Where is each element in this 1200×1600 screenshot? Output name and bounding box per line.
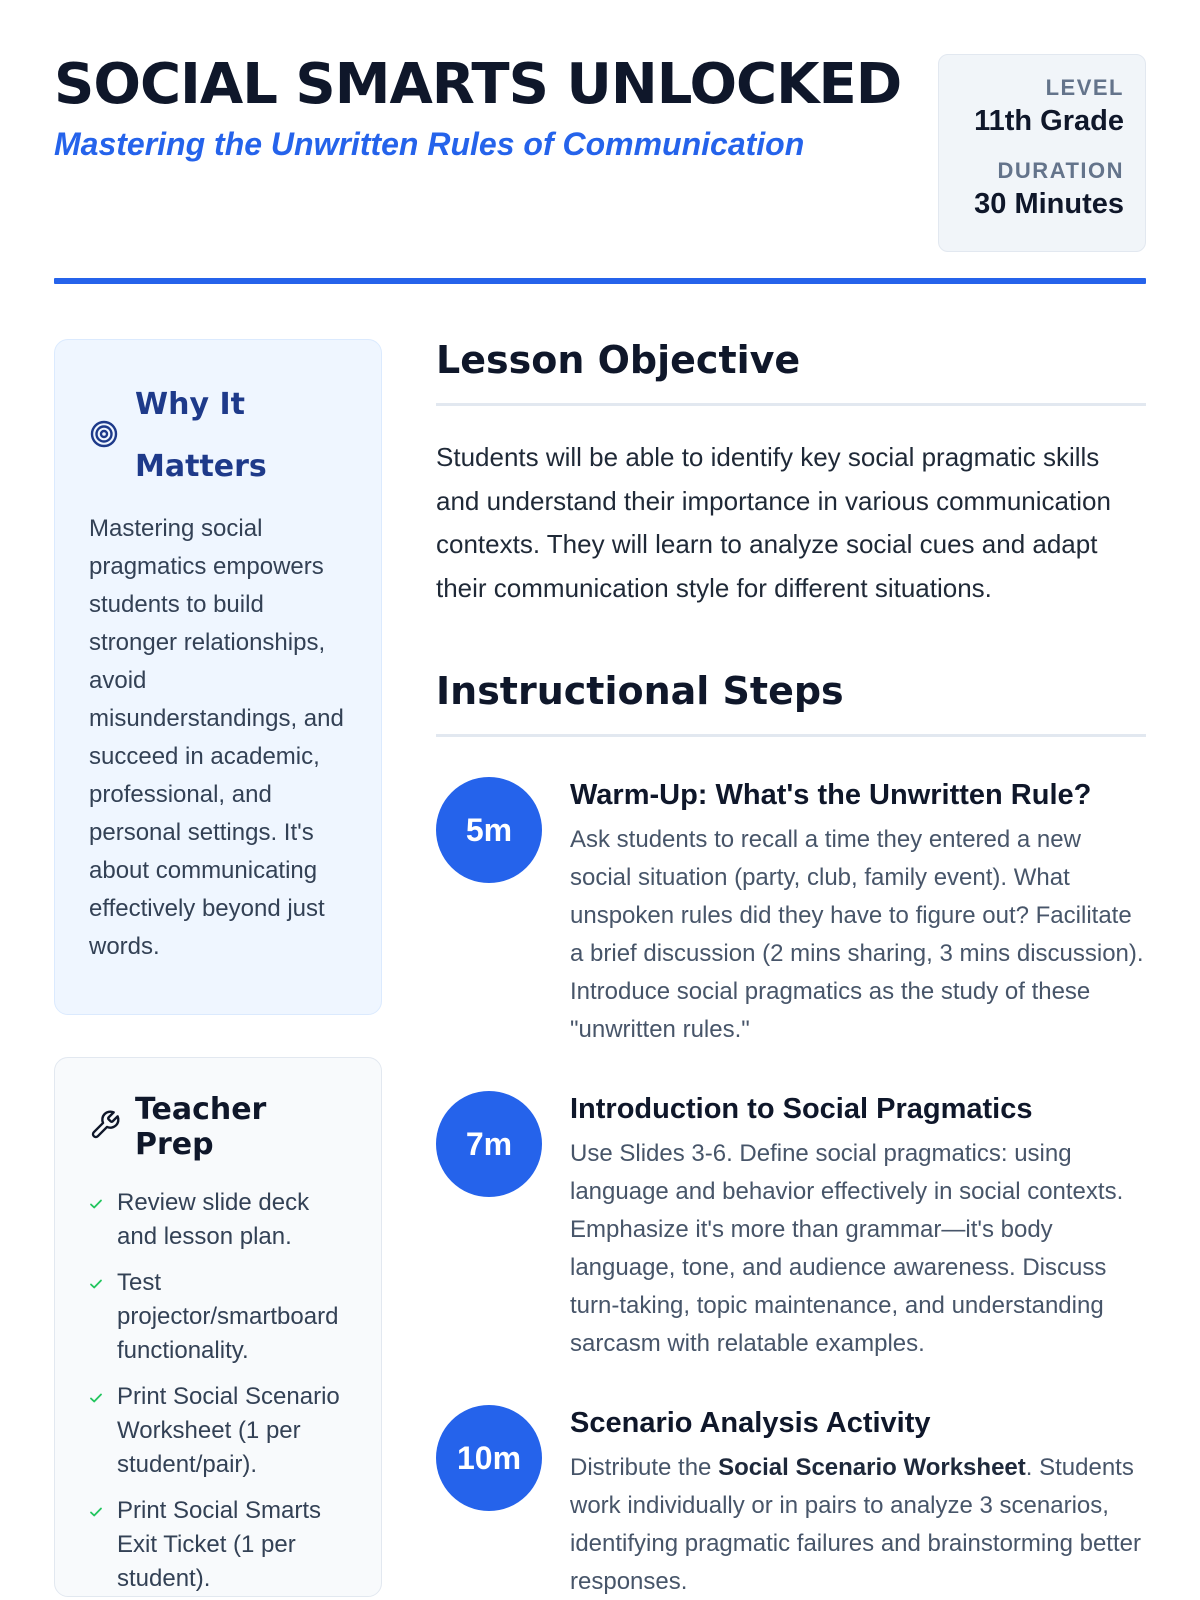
step-item [436, 777, 1146, 1049]
prep-item [89, 1186, 347, 1254]
objective-divider [436, 403, 1146, 406]
prep-item-text: Review slide deck and lesson plan. [117, 1189, 310, 1250]
step-title: Warm-Up: What's the Unwritten Rule? [570, 779, 1092, 811]
page-subtitle: Mastering the Unwritten Rules of Communication [54, 126, 805, 162]
prep-item [89, 1380, 347, 1482]
check-icon [89, 1506, 103, 1518]
prep-item [89, 1494, 347, 1596]
why-card-text: Mastering social pragmatics empowers students to build stronger relationships, avoid misunderstandings, and succeed in academic, professional, and personal settings. It's about communicating effectively beyond just words. [89, 515, 344, 960]
duration-value: 30 Minutes [974, 188, 1124, 220]
step-item [436, 1405, 1146, 1600]
worksheet-name: Social Scenario Worksheet [718, 1454, 1026, 1481]
main-content [436, 339, 1146, 1600]
prep-item-text: Print Social Scenario Worksheet (1 per student/pair). [117, 1383, 340, 1478]
teacher-prep-card [54, 1057, 382, 1597]
target-icon [89, 419, 119, 454]
step-description: Use Slides 3-6. Define social pragmatics: using language and behavior effectively in social contexts. Emphasize it's more than grammar—it's body language, tone, and audience awareness. Discuss turn-taking, topic maintenance, and understanding sarcasm with relatable examples. [570, 1140, 1124, 1357]
lesson-meta-box [938, 54, 1146, 252]
step-time-badge: 10m [436, 1405, 542, 1511]
steps-divider [436, 734, 1146, 737]
duration-label: DURATION [997, 158, 1124, 183]
step-description [570, 1449, 1146, 1600]
steps-heading: Instructional Steps [436, 669, 844, 713]
why-card-header [89, 374, 347, 498]
content-body [54, 285, 1146, 1600]
step-title: Scenario Analysis Activity [570, 1407, 931, 1439]
why-it-matters-card [54, 339, 382, 1015]
step-item [436, 1091, 1146, 1363]
check-icon [89, 1198, 103, 1210]
header [54, 0, 1146, 285]
wrench-icon [89, 1109, 121, 1146]
page-title: SOCIAL SMARTS UNLOCKED [54, 52, 902, 117]
prep-card-title: Teacher Prep [135, 1092, 267, 1162]
level-value: 11th Grade [974, 105, 1124, 137]
objective-heading: Lesson Objective [436, 338, 801, 382]
step-description: Ask students to recall a time they entered a new social situation (party, club, family event). What unspoken rules did they have to figure out? Facilitate a brief discussion (2 mins sharing, 3 mins discussion). Introduce social pragmatics as the study of these "unwritten rules." [570, 826, 1144, 1043]
prep-checklist [89, 1186, 347, 1596]
prep-card-header [89, 1092, 347, 1162]
check-icon [89, 1278, 103, 1290]
prep-item-text: Print Social Smarts Exit Ticket (1 per student). [117, 1497, 322, 1592]
objective-text: Students will be able to identify key social pragmatic skills and understand their importance in various communication contexts. They will learn to analyze social cues and adapt their communication style for different situations. [436, 442, 1111, 603]
header-divider [54, 278, 1146, 284]
sidebar [54, 339, 382, 1597]
instructional-steps [436, 777, 1146, 1600]
prep-item-text: Test projector/smartboard functionality. [117, 1269, 339, 1364]
step-desc-text: Distribute the [570, 1454, 719, 1481]
step-desc-text: . Students work individually or in pairs to analyze 3 scenarios, identifying pragmatic failures and brainstorming better responses. [570, 1454, 1141, 1595]
level-label: LEVEL [1045, 75, 1124, 100]
step-time-badge: 7m [436, 1091, 542, 1197]
why-card-title: Why It Matters [135, 387, 267, 484]
prep-item [89, 1266, 347, 1368]
step-time-badge: 5m [436, 777, 542, 883]
step-title: Introduction to Social Pragmatics [570, 1093, 1033, 1125]
check-icon [89, 1392, 103, 1404]
